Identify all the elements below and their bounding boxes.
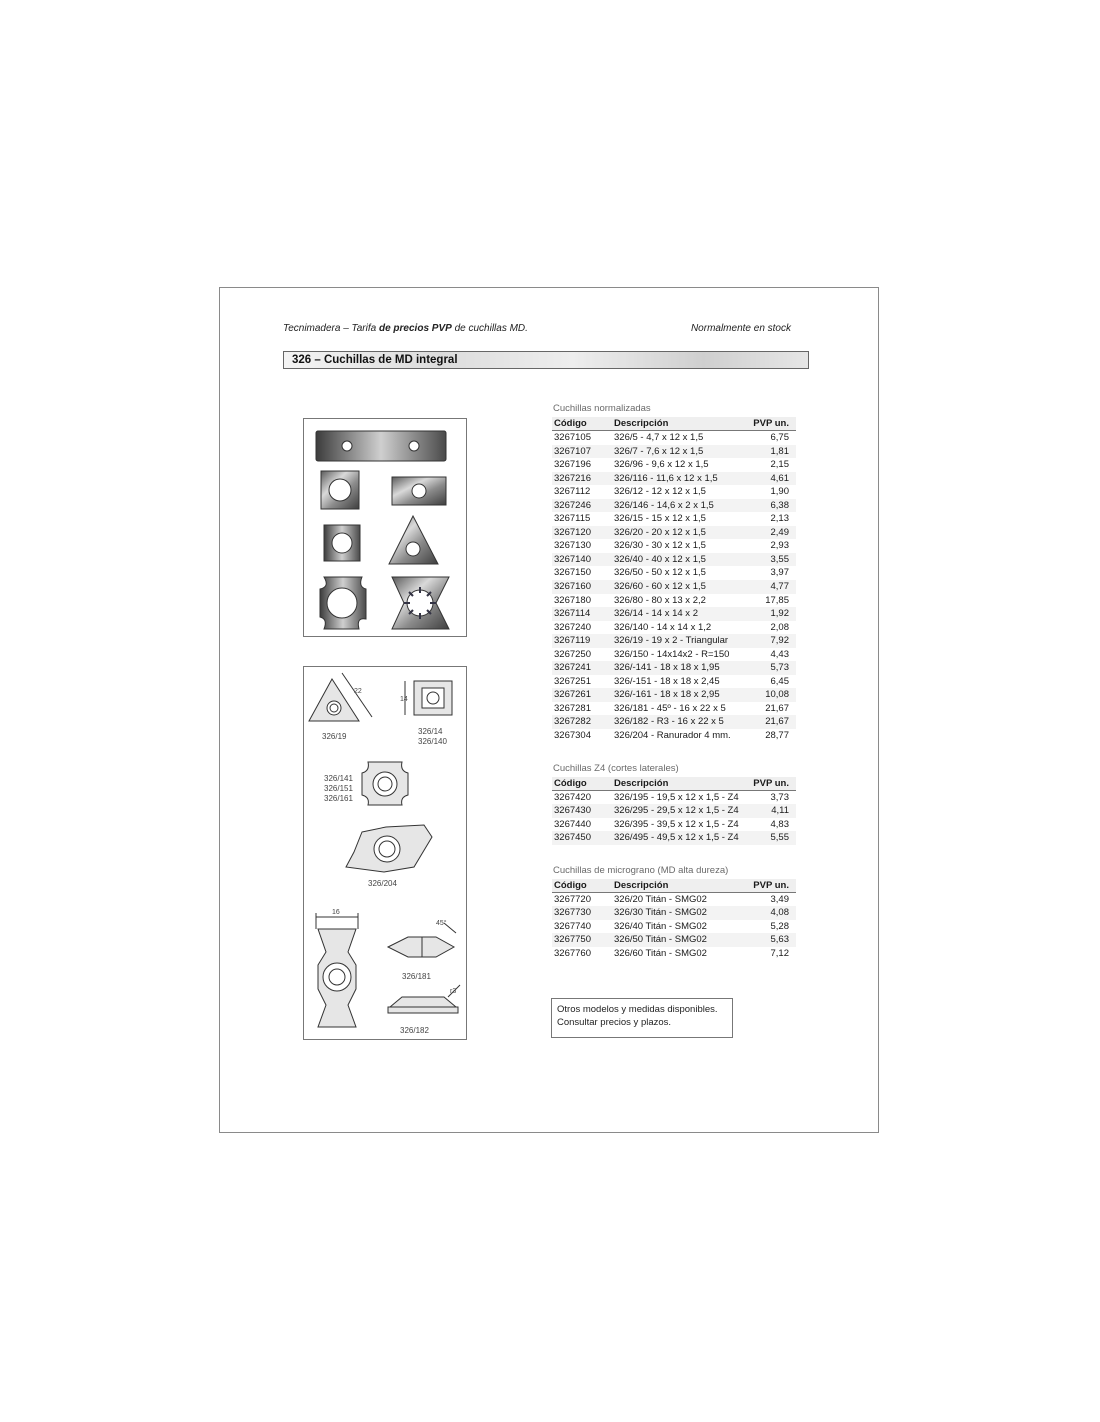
codigo-cell: 3267420: [554, 791, 591, 803]
label-326-141: 326/141: [324, 774, 353, 783]
pvp-cell: 2,15: [770, 459, 789, 471]
descripcion-cell: 326/50 - 50 x 12 x 1,5: [614, 567, 706, 579]
table-row: [552, 933, 796, 947]
descripcion-cell: 326/20 - 20 x 12 x 1,5: [612, 526, 744, 540]
codigo-cell: 3267241: [552, 661, 612, 675]
descripcion-cell: 326/14 - 14 x 14 x 2: [612, 607, 744, 621]
codigo-cell: 3267304: [554, 730, 591, 742]
codigo-cell: 3267720: [554, 893, 591, 905]
table-micrograno: [552, 879, 796, 961]
codigo-cell: 3267114: [552, 607, 612, 621]
table-row: [552, 621, 796, 635]
pvp-cell: 4,43: [770, 648, 789, 660]
descripcion-cell: 326/204 - Ranurador 4 mm.: [614, 730, 731, 742]
dim-14: 14: [400, 696, 408, 703]
codigo-cell: 3267240: [554, 621, 591, 633]
table-row: [552, 539, 796, 553]
table-row: [552, 485, 796, 499]
pvp-cell: 6,45: [770, 675, 789, 687]
pvp-cell: 5,73: [744, 661, 796, 675]
table-row: [552, 526, 796, 540]
table-row: [552, 661, 796, 675]
descripcion-cell: 326/19 - 19 x 2 - Triangular: [612, 634, 744, 648]
codigo-cell: 3267750: [552, 933, 612, 947]
descripcion-cell: 326/116 - 11,6 x 12 x 1,5: [612, 472, 744, 486]
codigo-cell: 3267282: [552, 715, 612, 729]
header-stock-note: Normalmente en stock: [690, 323, 791, 334]
pvp-cell: 2,08: [770, 621, 789, 633]
codigo-cell: 3267119: [552, 634, 612, 648]
descripcion-cell: 326/295 - 29,5 x 12 x 1,5 - Z4: [612, 804, 744, 818]
table-row: [552, 729, 796, 743]
label-326-182: 326/182: [400, 1026, 429, 1035]
pvp-cell: 2,49: [744, 526, 796, 540]
label-326-19: 326/19: [322, 732, 347, 741]
price-tables: [552, 403, 796, 961]
pvp-cell: 1,90: [770, 486, 789, 498]
table-row: [552, 512, 796, 526]
codigo-cell: 3267115: [554, 513, 591, 525]
pvp-cell: 2,13: [770, 513, 789, 525]
header-title: Tecnimadera – Tarifa de precios PVP de cuchillas MD.: [283, 323, 528, 334]
codigo-cell: 3267160: [552, 580, 612, 594]
pvp-cell: 3,97: [770, 567, 789, 579]
descripcion-cell: 326/60 Titán - SMG02: [614, 947, 707, 959]
pvp-cell: 21,67: [765, 702, 789, 714]
descripcion-cell: 326/40 - 40 x 12 x 1,5: [612, 553, 744, 567]
pvp-cell: 5,63: [744, 933, 796, 947]
codigo-cell: 3267440: [554, 818, 591, 830]
descripcion-cell: 326/7 - 7,6 x 12 x 1,5: [612, 445, 744, 459]
table-row: [552, 818, 796, 832]
table-caption-micrograno: Cuchillas de micrograno (MD alta dureza): [553, 864, 729, 876]
codigo-cell: 3267120: [552, 526, 612, 540]
pvp-cell: 21,67: [744, 715, 796, 729]
descripcion-cell: 326/-151 - 18 x 18 x 2,45: [614, 675, 720, 687]
table-row: [552, 458, 796, 472]
technical-drawings: [303, 666, 467, 1040]
descripcion-cell: 326/40 Titán - SMG02: [614, 920, 707, 932]
pvp-cell: 6,38: [744, 499, 796, 513]
codigo-cell: 3267105: [554, 432, 591, 443]
product-photos: [303, 418, 467, 637]
descripcion-cell: 326/30 - 30 x 12 x 1,5: [614, 540, 706, 552]
codigo-cell: 3267281: [554, 702, 591, 714]
table-row: [552, 431, 796, 445]
pvp-cell: 3,73: [770, 791, 789, 803]
col-header-pvp: PVP un.: [744, 879, 796, 893]
table-row: [552, 715, 796, 729]
table-row: [552, 702, 796, 716]
pvp-cell: 28,77: [765, 730, 789, 742]
table-row: [552, 607, 796, 621]
table-row: [552, 472, 796, 486]
descripcion-cell: 326/-161 - 18 x 18 x 2,95: [612, 688, 744, 702]
descripcion-cell: 326/50 Titán - SMG02: [612, 933, 744, 947]
codigo-cell: 3267740: [554, 920, 591, 932]
pvp-cell: 7,92: [744, 634, 796, 648]
label-326-181: 326/181: [402, 972, 431, 981]
dim-45: 45°: [436, 920, 447, 927]
pvp-cell: 10,08: [744, 688, 796, 702]
codigo-cell: 3267760: [554, 947, 591, 959]
product-photos-image: [304, 419, 466, 636]
descripcion-cell: 326/12 - 12 x 12 x 1,5: [614, 486, 706, 498]
table-row: [552, 553, 796, 567]
codigo-cell: 3267250: [554, 648, 591, 660]
codigo-cell: 3267216: [552, 472, 612, 486]
col-header-pvp: PVP un.: [744, 417, 796, 431]
table-row: [552, 688, 796, 702]
table-row: [552, 790, 796, 804]
col-header-descripcion: Descripción: [612, 777, 744, 791]
descripcion-cell: 326/146 - 14,6 x 2 x 1,5: [612, 499, 744, 513]
pvp-cell: 4,11: [744, 804, 796, 818]
descripcion-cell: 326/182 - R3 - 16 x 22 x 5: [612, 715, 744, 729]
pvp-cell: 5,28: [770, 920, 789, 932]
table-row: [552, 634, 796, 648]
codigo-cell: 3267107: [552, 445, 612, 459]
codigo-cell: 3267261: [552, 688, 612, 702]
pvp-cell: 4,61: [744, 472, 796, 486]
codigo-cell: 3267251: [554, 675, 591, 687]
table-row: [552, 920, 796, 934]
codigo-cell: 3267130: [554, 540, 591, 552]
table-row: [552, 675, 796, 689]
descripcion-cell: 326/96 - 9,6 x 12 x 1,5: [614, 459, 709, 471]
table-row: [552, 580, 796, 594]
codigo-cell: 3267180: [554, 594, 591, 606]
descripcion-cell: 326/150 - 14x14x2 - R=150: [614, 648, 730, 660]
table-row: [552, 906, 796, 920]
label-326-151: 326/151: [324, 784, 353, 793]
codigo-cell: 3267112: [554, 486, 591, 498]
table-row: [552, 831, 796, 845]
table-row: [552, 566, 796, 580]
table-row: [552, 648, 796, 662]
col-header-codigo: Código: [552, 417, 612, 431]
descripcion-cell: 326/60 - 60 x 12 x 1,5: [612, 580, 744, 594]
pvp-cell: 1,81: [744, 445, 796, 459]
col-header-codigo: Código: [552, 879, 612, 893]
col-header-descripcion: Descripción: [612, 417, 744, 431]
note-line-2: Consultar precios y plazos.: [557, 1017, 672, 1028]
descripcion-cell: 326/5 - 4,7 x 12 x 1,5: [614, 432, 704, 443]
codigo-cell: 3267730: [552, 906, 612, 920]
pvp-cell: 4,83: [770, 818, 789, 830]
descripcion-cell: 326/195 - 19,5 x 12 x 1,5 - Z4: [614, 791, 739, 803]
codigo-cell: 3267196: [554, 459, 591, 471]
col-header-pvp: PVP un.: [744, 777, 796, 791]
note-line-1: Otros modelos y medidas disponibles.: [557, 1004, 718, 1015]
codigo-cell: 3267140: [552, 553, 612, 567]
label-326-204: 326/204: [368, 879, 397, 888]
descripcion-cell: 326/20 Titán - SMG02: [614, 893, 707, 905]
col-header-descripcion: Descripción: [612, 879, 744, 893]
table-z4: [552, 777, 796, 845]
availability-note: [551, 998, 733, 1038]
label-326-140: 326/140: [418, 737, 447, 746]
table-row: [552, 892, 796, 906]
pvp-cell: 2,93: [770, 540, 789, 552]
descripcion-cell: 326/495 - 49,5 x 12 x 1,5 - Z4: [612, 831, 744, 845]
pvp-cell: 17,85: [765, 594, 789, 606]
col-header-codigo: Código: [552, 777, 612, 791]
descripcion-cell: 326/140 - 14 x 14 x 1,2: [614, 621, 712, 633]
descripcion-cell: 326/395 - 39,5 x 12 x 1,5 - Z4: [614, 818, 739, 830]
table-caption-normalizadas: Cuchillas normalizadas: [553, 403, 651, 414]
codigo-cell: 3267246: [552, 499, 612, 513]
descripcion-cell: 326/30 Titán - SMG02: [612, 906, 744, 920]
pvp-cell: 4,77: [744, 580, 796, 594]
technical-drawings-image: [304, 667, 466, 1039]
table-caption-z4: Cuchillas Z4 (cortes laterales): [553, 762, 679, 774]
pvp-cell: 7,12: [770, 947, 789, 959]
dim-r3: r3: [450, 988, 457, 995]
codigo-cell: 3267150: [554, 567, 591, 579]
table-row: [552, 947, 796, 961]
label-326-161: 326/161: [324, 794, 353, 803]
descripcion-cell: 326/181 - 45º - 16 x 22 x 5: [614, 702, 726, 714]
codigo-cell: 3267450: [552, 831, 612, 845]
price-sheet-page: [219, 287, 879, 1133]
pvp-cell: 4,08: [744, 906, 796, 920]
descripcion-cell: 326/80 - 80 x 13 x 2,2: [614, 594, 706, 606]
pvp-cell: 1,92: [744, 607, 796, 621]
codigo-cell: 3267430: [552, 804, 612, 818]
dim-22: 22: [354, 688, 362, 695]
pvp-cell: 5,55: [744, 831, 796, 845]
pvp-cell: 3,49: [770, 893, 789, 905]
table-row: [552, 499, 796, 513]
table-row: [552, 445, 796, 459]
table-row: [552, 594, 796, 608]
descripcion-cell: 326/15 - 15 x 12 x 1,5: [614, 513, 706, 525]
table-normalizadas: [552, 417, 796, 743]
descripcion-cell: 326/-141 - 18 x 18 x 1,95: [612, 661, 744, 675]
pvp-cell: 6,75: [770, 432, 789, 443]
table-row: [552, 804, 796, 818]
section-title: 326 – Cuchillas de MD integral: [283, 351, 809, 369]
dim-16: 16: [332, 909, 340, 916]
pvp-cell: 3,55: [744, 553, 796, 567]
label-326-14: 326/14: [418, 727, 443, 736]
